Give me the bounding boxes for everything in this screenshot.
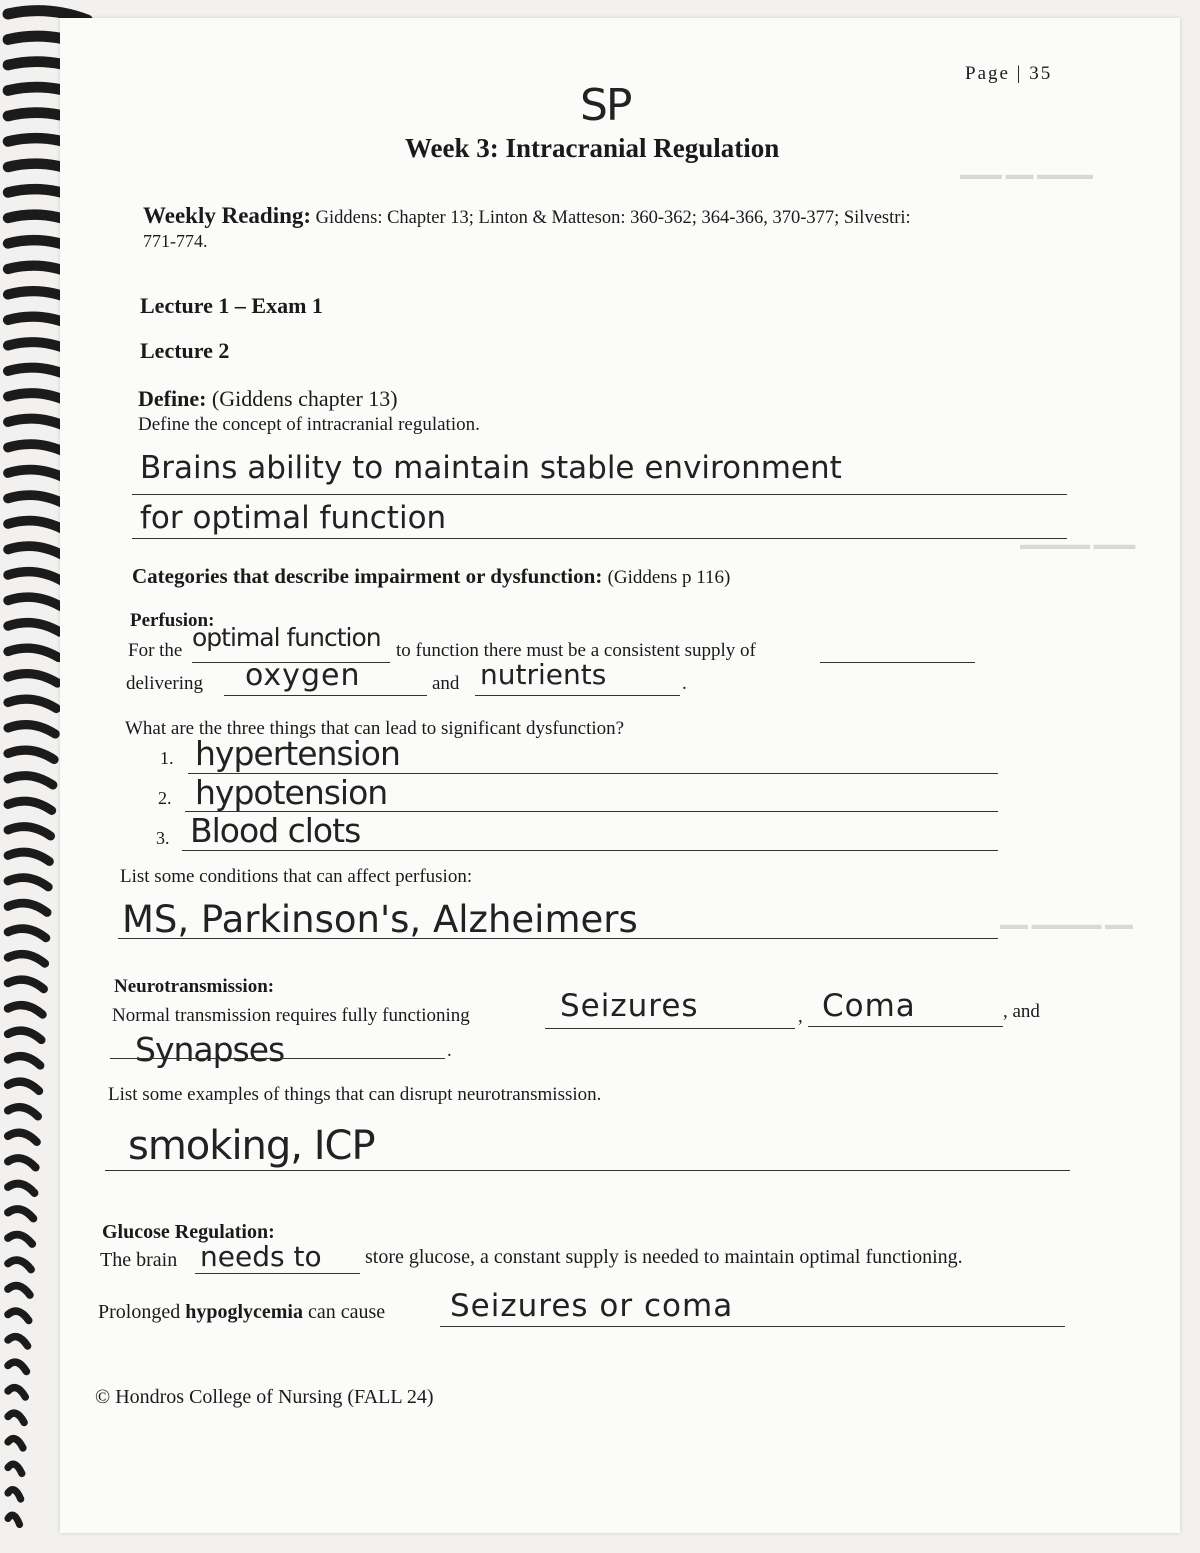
period: . <box>447 1040 452 1061</box>
dysfunction-question: What are the three things that can lead to significant dysfunction? <box>125 718 625 739</box>
dysfunction-answer-2: hypotension <box>195 773 388 812</box>
weekly-reading-label: Weekly Reading: <box>143 203 312 228</box>
for-the-text: For the <box>128 640 183 661</box>
spiral-coil <box>8 1413 24 1422</box>
answer-line <box>105 1170 1070 1171</box>
brain-text: The brain <box>100 1249 178 1271</box>
spiral-coil <box>8 827 51 836</box>
notebook-page <box>60 18 1180 1533</box>
spiral-coil <box>8 1235 32 1244</box>
fill-in-blank <box>475 695 680 696</box>
conditions-answer: MS, Parkinson's, Alzheimers <box>122 898 638 941</box>
answer-line <box>182 850 998 851</box>
spiral-coil <box>8 801 52 810</box>
perfusion-blank-1-answer: optimal function <box>192 623 381 652</box>
spiral-coil <box>8 725 55 734</box>
spiral-coil <box>8 1158 36 1167</box>
spiral-coil <box>8 521 64 530</box>
spiral-coil <box>8 929 46 938</box>
answer-line <box>118 938 998 939</box>
copyright-footer: © Hondros College of Nursing (FALL 24) <box>95 1386 434 1408</box>
list-number-1: 1. <box>160 748 174 768</box>
categories-label: Categories that describe impairment or dysfunction: <box>132 564 603 588</box>
spiral-coil <box>8 1286 30 1295</box>
weekly-reading-text: Giddens: Chapter 13; Linton & Matteson: 360-362; 364-366, 370-377; Silvestri: <box>315 208 911 228</box>
perfusion-heading: Perfusion: <box>130 610 215 631</box>
page-title: Week 3: Intracranial Regulation <box>405 133 780 163</box>
fill-in-blank <box>195 1273 360 1274</box>
spiral-coil <box>8 1209 33 1218</box>
spiral-coil <box>8 1388 25 1397</box>
categories-heading <box>132 564 730 589</box>
neuro-blank-1-answer: Seizures <box>560 988 699 1024</box>
define-heading <box>138 386 398 412</box>
handwritten-initials: SP <box>580 80 631 131</box>
spiral-coil <box>8 572 62 581</box>
spiral-coil <box>8 1133 37 1142</box>
spiral-coil <box>8 648 59 657</box>
spiral-coil <box>8 903 47 912</box>
neuro-text: Normal transmission requires fully functioning <box>112 1005 470 1026</box>
define-answer-line2: for optimal function <box>140 500 447 536</box>
neuro-blank-2-answer: Coma <box>822 988 916 1024</box>
prolonged-sentence <box>98 1301 385 1324</box>
bleed-through: ▬▬ ▬▬▬▬▬ ▬▬ <box>1000 918 1133 933</box>
spiral-coil <box>8 1311 29 1320</box>
spiral-coil <box>8 1184 34 1193</box>
and-text: , and <box>1003 1001 1040 1022</box>
store-glucose-text: store glucose, a constant supply is needed to maintain optimal functioning. <box>365 1246 963 1268</box>
fill-in-blank <box>820 662 975 663</box>
perfusion-blank-3-answer: nutrients <box>480 658 607 691</box>
categories-source: (Giddens p 116) <box>607 567 731 588</box>
weekly-reading <box>143 203 911 229</box>
bleed-through: ▬▬▬ ▬▬ ▬▬▬▬ <box>960 168 1093 183</box>
dysfunction-answer-1: hypertension <box>195 734 400 773</box>
fill-in-blank <box>808 1026 1003 1027</box>
answer-line <box>132 538 1067 539</box>
fill-in-blank <box>545 1028 795 1029</box>
neuro-heading: Neurotransmission: <box>114 976 275 997</box>
perfusion-sentence-1 <box>128 640 182 662</box>
perfusion-blank-2-answer: oxygen <box>245 658 361 693</box>
glucose-blank-1-answer: needs to <box>200 1240 322 1273</box>
spiral-coil <box>8 1362 26 1371</box>
spiral-coil <box>8 444 68 453</box>
answer-line <box>132 494 1067 495</box>
spiral-coil <box>8 1337 28 1346</box>
spiral-coil <box>8 1515 20 1524</box>
define-source: (Giddens chapter 13) <box>211 386 398 411</box>
define-prompt: Define the concept of intracranial regulation. <box>138 414 480 435</box>
and-text: and <box>432 673 460 694</box>
comma: , <box>798 1006 803 1027</box>
spiral-coil <box>8 674 57 683</box>
weekly-reading-continued: 771-774. <box>143 231 208 251</box>
spiral-coil <box>8 1056 40 1065</box>
spiral-coil <box>8 852 49 861</box>
period: . <box>682 673 687 694</box>
spiral-coil <box>8 546 63 555</box>
prolonged-text: Prolonged <box>98 1301 181 1323</box>
spiral-coil <box>8 776 53 785</box>
define-answer-line1: Brains ability to maintain stable environment <box>140 450 842 486</box>
spiral-coil <box>8 980 44 989</box>
spiral-coil <box>8 954 45 963</box>
fill-in-blank <box>224 695 427 696</box>
define-label: Define: <box>138 386 207 411</box>
spiral-coil <box>8 1490 21 1499</box>
conditions-prompt: List some conditions that can affect perfusion: <box>120 866 473 887</box>
spiral-coil <box>8 470 67 479</box>
spiral-coil <box>8 495 66 504</box>
list-number-3: 3. <box>156 828 170 848</box>
can-cause-text: can cause <box>308 1301 386 1323</box>
glucose-heading: Glucose Regulation: <box>102 1221 275 1243</box>
spiral-coil <box>8 878 48 887</box>
spiral-coil <box>8 623 60 632</box>
page-number: Page | 35 <box>965 63 1053 84</box>
spiral-coil <box>8 699 56 708</box>
spiral-coil <box>8 1082 39 1091</box>
spiral-coil <box>8 1464 22 1473</box>
fill-in-blank <box>110 1058 445 1059</box>
disrupt-prompt: List some examples of things that can disrupt neurotransmission. <box>108 1084 602 1105</box>
spiral-coil <box>8 1005 43 1014</box>
spiral-coil <box>8 1439 23 1448</box>
glucose-blank-2-answer: Seizures or coma <box>450 1288 734 1324</box>
bleed-through: ▬▬▬▬▬ ▬▬▬ <box>1020 538 1136 553</box>
disrupt-answer: smoking, ICP <box>128 1123 375 1169</box>
spiral-coil <box>8 750 54 759</box>
to-function-text: to function there must be a consistent supply of <box>396 640 756 661</box>
neuro-blank-3-answer: Synapses <box>135 1030 285 1069</box>
dysfunction-answer-3: Blood clots <box>190 811 361 850</box>
spiral-coil <box>8 1107 38 1116</box>
lecture-2-heading: Lecture 2 <box>140 338 230 363</box>
list-number-2: 2. <box>158 788 172 808</box>
delivering-text: delivering <box>126 673 204 694</box>
spiral-coil <box>8 1260 31 1269</box>
spiral-coil <box>8 1031 41 1040</box>
lecture-1-heading: Lecture 1 – Exam 1 <box>140 293 323 318</box>
hypoglycemia-text: hypoglycemia <box>185 1301 303 1323</box>
spiral-coil <box>8 597 61 606</box>
fill-in-blank <box>440 1326 1065 1327</box>
